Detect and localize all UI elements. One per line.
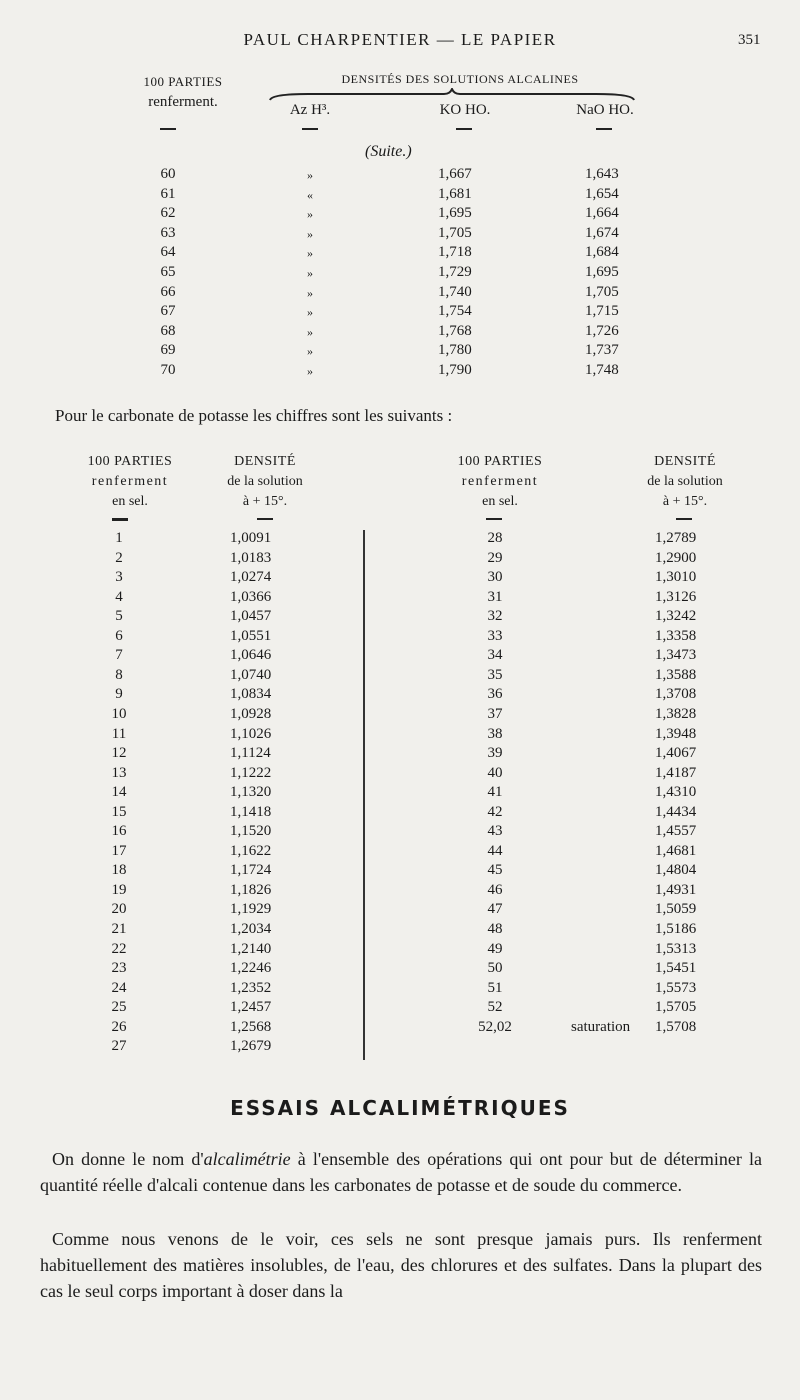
t1-row-mark: » bbox=[307, 305, 313, 320]
t2-right-head-density bbox=[625, 452, 745, 512]
t2-right-parts: 30 bbox=[487, 569, 503, 586]
t2-right-density: 1,2789 bbox=[655, 530, 697, 546]
t2-right-density: 1,5059 bbox=[655, 901, 697, 918]
section-heading: ESSAIS ALCALIMÉTRIQUES bbox=[230, 1096, 570, 1120]
t1-head-group: DENSITÉS DES SOLUTIONS ALCALINES bbox=[341, 72, 579, 86]
t2-right-density: 1,4434 bbox=[655, 803, 697, 820]
t2-left-parts: 24 bbox=[111, 979, 127, 996]
t1-row-mark: » bbox=[307, 364, 313, 378]
paragraph-1 bbox=[40, 1146, 762, 1198]
t2-left-parts: 16 bbox=[111, 823, 127, 840]
t2-left-parts: 15 bbox=[111, 803, 127, 820]
t2-left-density: 1,1826 bbox=[230, 881, 272, 898]
t1-row-parts: 63 bbox=[160, 224, 176, 241]
t2-right-parts: 41 bbox=[487, 784, 503, 801]
t2-left-parts: 13 bbox=[111, 764, 127, 781]
t2-right-parts: 36 bbox=[487, 686, 503, 703]
t2-left-density: 1,1222 bbox=[230, 764, 272, 781]
t2-right-parts: 43 bbox=[487, 823, 503, 840]
t2-left-density: 1,0183 bbox=[230, 549, 272, 566]
t1-row-koho: 1,768 bbox=[438, 322, 472, 339]
t2-right-parts: 50 bbox=[487, 960, 503, 977]
t2-right-parts: 29 bbox=[487, 549, 503, 566]
table-divider bbox=[363, 530, 365, 1060]
t2-head-line: 100 PARTIES bbox=[87, 454, 173, 469]
t1-head-naoho: NaO HO. bbox=[576, 102, 634, 118]
t2-left-parts: 2 bbox=[115, 549, 123, 566]
t2-right-parts: 46 bbox=[487, 881, 503, 898]
t1-row-parts: 66 bbox=[160, 283, 176, 300]
t2-left-parts: 5 bbox=[115, 608, 123, 625]
t2-left-parts: 20 bbox=[111, 901, 127, 918]
t1-head-renferment: renferment. bbox=[148, 94, 218, 110]
t1-row-koho: 1,740 bbox=[438, 283, 472, 300]
dash bbox=[160, 128, 176, 130]
t2-right-density: 1,5708 bbox=[655, 1018, 697, 1035]
t2-right-parts: 37 bbox=[487, 705, 503, 722]
t1-row-mark: » bbox=[307, 324, 313, 339]
t1-row-koho: 1,718 bbox=[438, 244, 472, 261]
t1-row-naoho: 1,674 bbox=[585, 224, 619, 241]
t1-row-koho: 1,681 bbox=[438, 185, 472, 202]
t2-left-parts: 14 bbox=[111, 784, 127, 801]
dash bbox=[596, 128, 612, 130]
para1-term: alcalimétrie bbox=[203, 1149, 291, 1169]
t2-left-density: 1,1520 bbox=[230, 823, 272, 840]
t2-right-parts: 52,02 bbox=[478, 1018, 512, 1035]
t2-left-parts: 6 bbox=[115, 627, 123, 644]
t1-row-naoho: 1,664 bbox=[585, 205, 619, 222]
t1-row-mark: » bbox=[307, 285, 313, 300]
t1-row-naoho: 1,684 bbox=[585, 244, 619, 261]
t2-left-head-density bbox=[205, 452, 325, 512]
t2-right-density: 1,3010 bbox=[655, 569, 697, 586]
t2-left-parts: 10 bbox=[111, 705, 127, 722]
t2-left-density: 1,0274 bbox=[230, 569, 272, 586]
t2-left-parts: 3 bbox=[115, 569, 123, 586]
t1-row-naoho: 1,695 bbox=[585, 264, 619, 280]
t2-head-line: renferment bbox=[91, 474, 169, 489]
t2-left-density: 1,2679 bbox=[230, 1038, 272, 1055]
t2-left-parts: 18 bbox=[111, 862, 127, 879]
intro-sentence: Pour le carbonate de potasse les chiffres sont les suivants : bbox=[55, 406, 453, 425]
t2-right-density: 1,2900 bbox=[655, 549, 697, 566]
t2-head-line: en sel. bbox=[482, 494, 518, 509]
t2-right-parts: 51 bbox=[487, 979, 503, 996]
t1-head-koho: KO HO. bbox=[439, 102, 491, 118]
t2-left-density: 1,1622 bbox=[230, 842, 272, 859]
dash bbox=[112, 518, 128, 521]
t2-head-line: à + 15°. bbox=[662, 494, 708, 509]
t2-left-parts: 25 bbox=[111, 999, 127, 1016]
t2-right-parts: 32 bbox=[487, 608, 503, 625]
para1-before: On donne le nom d' bbox=[52, 1149, 204, 1169]
t2-left-density: 1,1724 bbox=[230, 862, 272, 879]
t2-right-density: 1,5186 bbox=[655, 921, 697, 937]
t2-right-parts: 42 bbox=[487, 803, 503, 820]
t2-right-parts: 28 bbox=[487, 530, 503, 546]
t1-row-koho: 1,667 bbox=[438, 166, 472, 182]
t2-head-line: de la solution bbox=[647, 474, 723, 489]
t1-row-koho: 1,695 bbox=[438, 205, 472, 222]
t1-row-mark: » bbox=[307, 266, 313, 280]
t2-head-line: en sel. bbox=[112, 494, 148, 509]
t2-left-density: 1,0646 bbox=[230, 647, 272, 664]
t2-right-parts: 38 bbox=[487, 725, 503, 742]
dash bbox=[257, 518, 273, 520]
t2-left-parts: 4 bbox=[115, 588, 123, 605]
t1-row-parts: 62 bbox=[160, 205, 176, 222]
t2-right-density: 1,3708 bbox=[655, 686, 697, 703]
t2-left-parts: 1 bbox=[115, 530, 123, 546]
t1-row-naoho: 1,726 bbox=[585, 322, 619, 339]
t2-right-density: 1,3126 bbox=[655, 588, 697, 605]
t1-row-parts: 67 bbox=[160, 303, 176, 320]
t2-head-line: de la solution bbox=[227, 474, 303, 489]
t1-row-mark: » bbox=[307, 246, 313, 261]
t2-right-density: 1,4681 bbox=[655, 842, 697, 859]
t2-left-density: 1,0834 bbox=[230, 686, 272, 703]
t1-row-parts: 68 bbox=[160, 322, 176, 339]
t1-row-parts: 65 bbox=[160, 264, 176, 280]
t2-left-density: 1,0366 bbox=[230, 588, 272, 605]
t1-row-koho: 1,780 bbox=[438, 342, 472, 359]
t2-left-parts: 22 bbox=[111, 940, 127, 957]
t2-left-parts: 12 bbox=[111, 745, 127, 762]
t1-suite: (Suite.) bbox=[365, 143, 412, 160]
t2-left-density: 1,1320 bbox=[230, 784, 272, 801]
t2-left-parts: 9 bbox=[115, 686, 123, 703]
t1-row-mark: » bbox=[307, 207, 313, 222]
t2-left-density: 1,0928 bbox=[230, 705, 272, 722]
t1-row-parts: 69 bbox=[160, 342, 176, 359]
t2-left-density: 1,1418 bbox=[230, 803, 272, 820]
t2-right-density: 1,4804 bbox=[655, 862, 697, 879]
t2-left-density: 1,1124 bbox=[230, 745, 271, 762]
t2-left-density: 1,2140 bbox=[230, 940, 272, 957]
t2-left-density: 1,2352 bbox=[230, 979, 272, 996]
t2-right-parts: 39 bbox=[487, 745, 503, 762]
t2-left-parts: 19 bbox=[111, 881, 127, 898]
t1-row-parts: 70 bbox=[160, 362, 176, 378]
dash bbox=[676, 518, 692, 520]
t1-row-mark: » bbox=[307, 226, 313, 241]
group-brace bbox=[268, 88, 636, 102]
t2-right-density: 1,5313 bbox=[655, 940, 697, 957]
t2-left-density: 1,2568 bbox=[230, 1018, 272, 1035]
t2-head-line: DENSITÉ bbox=[654, 454, 716, 469]
t1-row-parts: 61 bbox=[160, 185, 176, 202]
t2-left-parts: 21 bbox=[111, 921, 127, 937]
t1-row-naoho: 1,654 bbox=[585, 185, 619, 202]
t2-left-parts: 11 bbox=[111, 725, 127, 742]
t2-right-parts: 49 bbox=[487, 940, 503, 957]
t2-left-parts: 23 bbox=[111, 960, 127, 977]
t2-left-parts: 26 bbox=[111, 1018, 127, 1035]
t2-right-parts: 40 bbox=[487, 764, 503, 781]
dash bbox=[486, 518, 502, 520]
dash bbox=[302, 128, 318, 130]
t1-row-naoho: 1,715 bbox=[585, 303, 619, 320]
t2-right-parts: 47 bbox=[487, 901, 503, 918]
t1-row-mark: » bbox=[307, 344, 313, 359]
t1-row-naoho: 1,748 bbox=[585, 362, 619, 378]
t2-left-parts: 8 bbox=[115, 666, 123, 683]
t2-right-parts: 33 bbox=[487, 627, 503, 644]
t2-right-density: 1,4557 bbox=[655, 823, 697, 840]
t2-left-head-parts bbox=[60, 452, 200, 512]
t1-row-koho: 1,754 bbox=[438, 303, 472, 320]
t2-right-head-parts bbox=[430, 452, 570, 512]
t2-right-density: 1,3358 bbox=[655, 627, 697, 644]
t1-row-naoho: 1,737 bbox=[585, 342, 619, 359]
t2-left-parts: 27 bbox=[111, 1038, 127, 1055]
t2-right-density: 1,3948 bbox=[655, 725, 697, 742]
t1-row-mark: » bbox=[307, 168, 313, 182]
t2-right-density: 1,5573 bbox=[655, 979, 697, 996]
t2-right-density: 1,4187 bbox=[655, 764, 697, 781]
t1-row-naoho: 1,705 bbox=[585, 283, 619, 300]
t2-left-density: 1,2034 bbox=[230, 921, 272, 937]
running-header: PAUL CHARPENTIER — LE PAPIER bbox=[243, 30, 557, 49]
t2-left-density: 1,2246 bbox=[230, 960, 272, 977]
t2-left-density: 1,0091 bbox=[230, 530, 272, 546]
t2-right-density: 1,4067 bbox=[655, 745, 697, 762]
t2-right-density: 1,4310 bbox=[655, 784, 697, 801]
t2-right-density: 1,4931 bbox=[655, 881, 697, 898]
t1-row-parts: 64 bbox=[160, 244, 176, 261]
t2-right-parts: 35 bbox=[487, 666, 503, 683]
t2-right-density: 1,3242 bbox=[655, 608, 697, 625]
t2-right-density: 1,5705 bbox=[655, 999, 697, 1016]
t2-head-line: à + 15°. bbox=[242, 494, 288, 509]
t2-right-density: 1,5451 bbox=[655, 960, 697, 977]
t1-row-koho: 1,729 bbox=[438, 264, 472, 280]
t2-head-line: renferment bbox=[461, 474, 539, 489]
t2-right-density: 1,3828 bbox=[655, 705, 697, 722]
t2-right-parts: 44 bbox=[487, 842, 503, 859]
paragraph-2: Comme nous venons de le voir, ces sels ne sont presque jamais purs. Ils renferment habituellement des matières insolubles, de l'eau, des chlorures et des sulfates. Dans la plupart des cas le seul corps important à doser dans la bbox=[40, 1229, 762, 1301]
t1-row-parts: 60 bbox=[160, 166, 176, 182]
t1-head-parts: 100 PARTIES bbox=[143, 74, 223, 89]
t1-row-mark: « bbox=[307, 187, 313, 202]
t2-left-parts: 17 bbox=[111, 842, 127, 859]
t2-head-line: DENSITÉ bbox=[234, 454, 296, 469]
t2-left-density: 1,2457 bbox=[230, 999, 272, 1016]
page-number: 351 bbox=[738, 32, 761, 48]
dash bbox=[456, 128, 472, 130]
t2-right-parts: 48 bbox=[487, 921, 503, 937]
t2-left-density: 1,0740 bbox=[230, 666, 272, 683]
t2-right-parts: 45 bbox=[487, 862, 503, 879]
t2-right-parts: 34 bbox=[487, 647, 503, 664]
t2-right-density: 1,3473 bbox=[655, 647, 697, 664]
t2-left-density: 1,0551 bbox=[230, 627, 272, 644]
t1-row-koho: 1,705 bbox=[438, 224, 472, 241]
t2-left-density: 1,1929 bbox=[230, 901, 272, 918]
para1-after: à l'ensemble des opérations qui ont pour but de déterminer la quantité réelle d'alcali contenue dans les carbonates de potasse et de soude du commerce. bbox=[40, 1149, 762, 1195]
t2-right-note: saturation bbox=[571, 1018, 631, 1035]
t2-right-parts: 31 bbox=[487, 588, 503, 605]
t1-row-koho: 1,790 bbox=[438, 362, 472, 378]
t1-row-naoho: 1,643 bbox=[585, 166, 619, 182]
t2-head-line: 100 PARTIES bbox=[457, 454, 543, 469]
t2-left-density: 1,1026 bbox=[230, 725, 272, 742]
t2-right-parts: 52 bbox=[487, 999, 503, 1016]
t1-head-azh: Az H³. bbox=[289, 102, 331, 118]
t2-right-density: 1,3588 bbox=[655, 666, 697, 683]
t2-left-parts: 7 bbox=[115, 647, 123, 664]
t2-left-density: 1,0457 bbox=[230, 608, 272, 625]
